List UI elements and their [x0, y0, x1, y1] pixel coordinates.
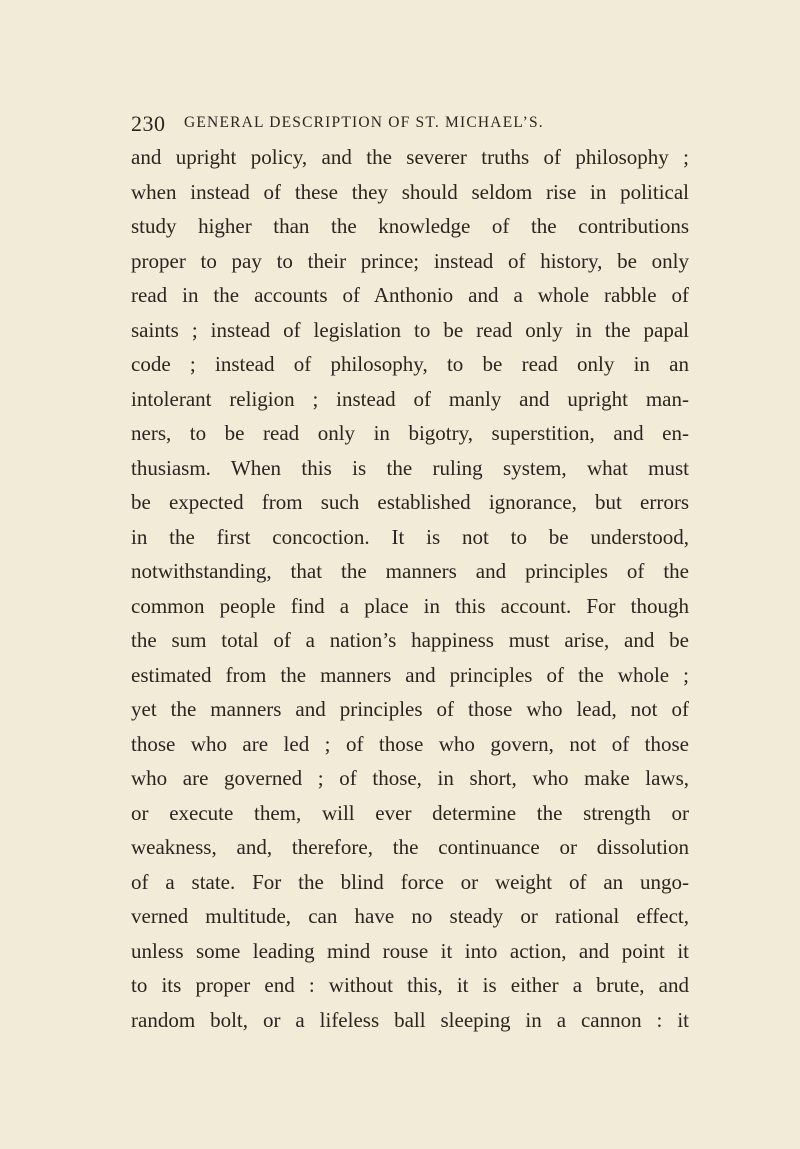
text-line: thusiasm. When this is the ruling system, what must: [131, 455, 689, 480]
text-line: in the first concoction. It is not to be understood,: [131, 524, 689, 549]
text-line: the sum total of a nation’s happiness must arise, and be: [131, 628, 689, 652]
text-line: intolerant religion ; instead of manly and upright man-: [131, 386, 689, 411]
text-line: common people find a place in this account. For though: [131, 593, 689, 618]
text-line: verned multitude, can have no steady or rational effect,: [131, 904, 689, 928]
text-line: who are governed ; of those, in short, who make laws,: [131, 766, 689, 790]
text-line: yet the manners and principles of those who lead, not of: [131, 697, 689, 721]
body-text: [131, 140, 689, 1037]
text-line: saints ; instead of legislation to be read only in the papal: [131, 317, 689, 342]
text-line: and upright policy, and the severer truths of philosophy ;: [131, 145, 689, 169]
running-title: GENERAL DESCRIPTION OF ST. MICHAEL’S.: [184, 114, 544, 131]
text-line: when instead of these they should seldom rise in political: [131, 179, 689, 204]
text-line: those who are led ; of those who govern, not of those: [131, 731, 689, 756]
text-line: code ; instead of philosophy, to be read only in an: [131, 352, 689, 376]
text-line: read in the accounts of Anthonio and a whole rabble of: [131, 283, 689, 307]
text-line: study higher than the knowledge of the contributions: [131, 214, 689, 238]
text-line: proper to pay to their prince; instead of history, be only: [131, 248, 689, 273]
page-number: 230: [131, 111, 166, 136]
text-line: estimated from the manners and principles of the whole ;: [131, 662, 689, 687]
text-line: to its proper end : without this, it is either a brute, and: [131, 973, 689, 997]
text-line: of a state. For the blind force or weight of an ungo-: [131, 869, 689, 894]
text-line: be expected from such established ignorance, but errors: [131, 490, 689, 514]
text-line: unless some leading mind rouse it into action, and point it: [131, 938, 689, 963]
text-line: notwithstanding, that the manners and principles of the: [131, 559, 689, 583]
text-line: or execute them, will ever determine the strength or: [131, 800, 689, 825]
text-line: ners, to be read only in bigotry, superstition, and en-: [131, 421, 689, 445]
text-line: weakness, and, therefore, the continuance or dissolution: [131, 835, 689, 859]
text-line: random bolt, or a lifeless ball sleeping in a cannon : it: [131, 1007, 689, 1032]
running-head: [131, 111, 691, 139]
